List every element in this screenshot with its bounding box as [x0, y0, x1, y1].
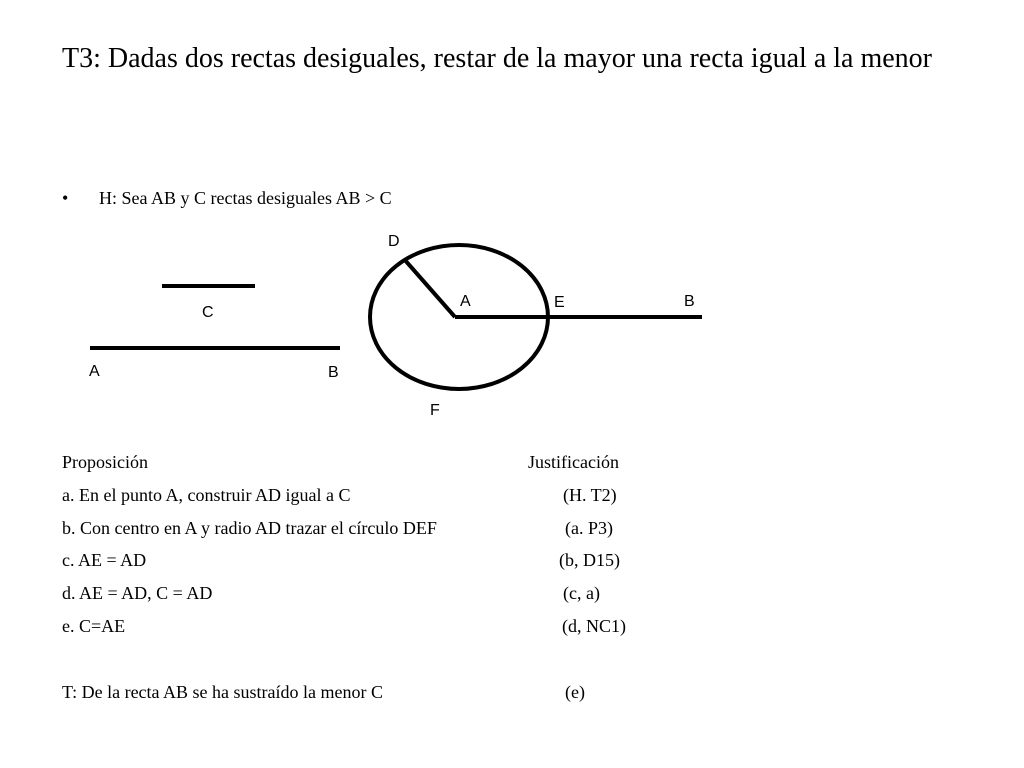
- bullet-icon: •: [62, 188, 69, 208]
- segment-ad: [404, 259, 455, 317]
- hypothesis-text: H: Sea AB y C rectas desiguales AB > C: [99, 188, 392, 208]
- label-a-left: A: [89, 363, 100, 380]
- justification-text: (H. T2): [563, 485, 617, 505]
- header-proposition: Proposición: [62, 452, 149, 472]
- table-header: [62, 449, 762, 475]
- conclusion-row: [62, 679, 762, 705]
- label-e: E: [554, 294, 565, 311]
- proposition-text: d. AE = AD, C = AD: [62, 583, 213, 603]
- proposition-text: a. En el punto A, construir AD igual a C: [62, 485, 351, 505]
- justification-text: (d, NC1): [562, 616, 626, 636]
- table-row: [62, 515, 762, 541]
- label-a-center: A: [460, 293, 471, 310]
- label-c: C: [202, 304, 214, 321]
- proposition-text: e. C=AE: [62, 616, 126, 636]
- table-row: [62, 482, 762, 508]
- conclusion-justification: (e): [565, 682, 585, 702]
- proposition-text: b. Con centro en A y radio AD trazar el círculo DEF: [62, 518, 437, 538]
- table-row: [62, 580, 762, 606]
- label-f: F: [430, 402, 440, 419]
- header-justification: Justificación: [528, 452, 619, 472]
- slide-title: T3: Dadas dos rectas desiguales, restar de la mayor una recta igual a la menor: [62, 43, 932, 74]
- table-row: [62, 613, 762, 639]
- justification-text: (c, a): [563, 583, 600, 603]
- table-row: [62, 547, 762, 573]
- conclusion-text: T: De la recta AB se ha sustraído la menor C: [62, 682, 384, 702]
- proposition-text: c. AE = AD: [62, 550, 147, 570]
- label-d: D: [388, 233, 400, 250]
- justification-text: (b, D15): [559, 550, 620, 570]
- label-b-right: B: [684, 293, 695, 310]
- justification-text: (a. P3): [565, 518, 613, 538]
- label-b-left: B: [328, 364, 339, 381]
